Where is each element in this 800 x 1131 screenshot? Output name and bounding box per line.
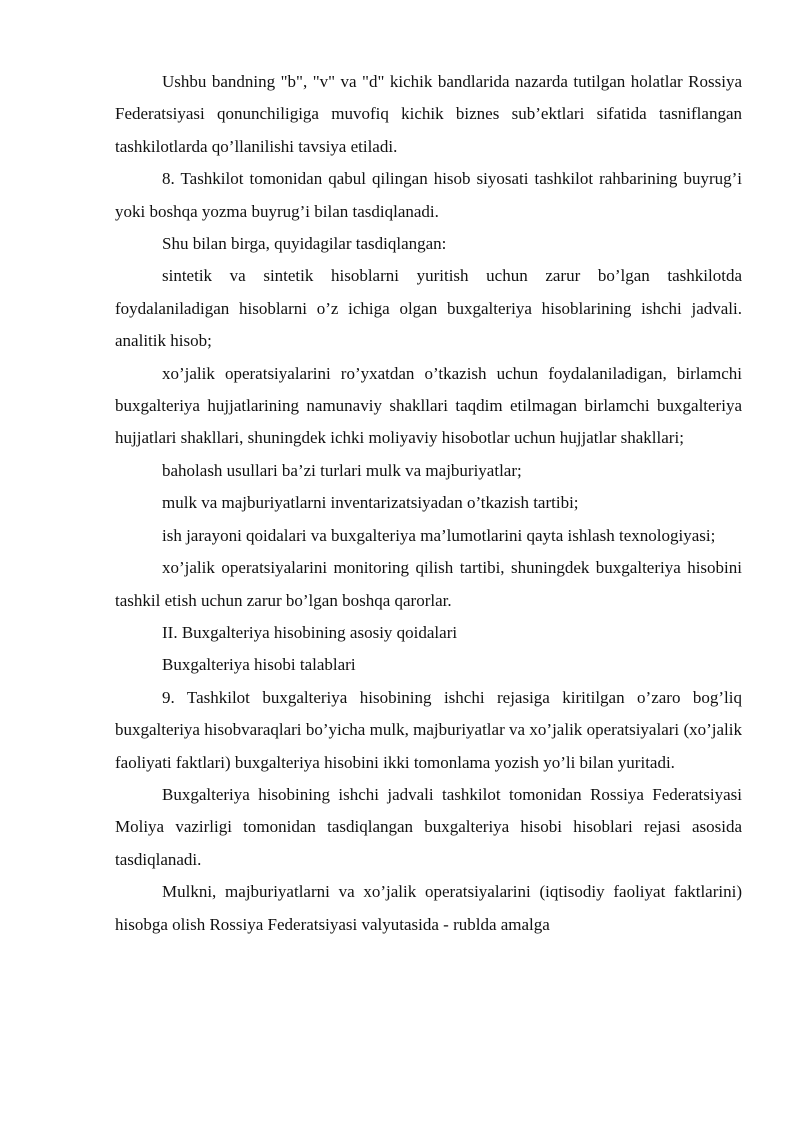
paragraph-valuation-methods: baholash usullari ba’zi turlari mulk va majburiyatlar; xyxy=(162,460,522,480)
paragraph-monitoring-procedure: xo’jalik operatsiyalarini monitoring qilish tartibi, shuningdek buxgalteriya hisobini tashkil etish uchun zarur bo’lgan boshqa qarorlar. xyxy=(115,558,742,610)
paragraph-clause-8: 8. Tashkilot tomonidan qabul qilingan hisob siyosati tashkilot rahbarining buyrug’i yoki boshqa yozma buyrug’i bilan tasdiqlanadi. xyxy=(115,169,742,221)
paragraph-inventory-procedure: mulk va majburiyatlarni inventarizatsiyadan o’tkazish tartibi; xyxy=(162,493,579,513)
section-heading: II. Buxgalteriya hisobining asosiy qoidalari xyxy=(162,622,458,642)
paragraph-small-business-note: Ushbu bandning "b", "v" va "d" kichik bandlarida nazarda tutilgan holatlar Rossiya Federatsiyasi qonunchiligiga muvofiq kichik biznes sub’ektlari sifatida tasniflangan tashkilotlarda qo’llanilishi tavsiya etiladi. xyxy=(115,72,742,156)
paragraph-chart-of-accounts: sintetik va sintetik hisoblarni yuritish uchun zarur bo’lgan tashkilotda foydalaniladigan hisoblarni o’z ichiga olgan buxgalteriya hisoblarining ishchi jadvali. analitik hisob; xyxy=(115,266,742,351)
paragraph-workflow-rules: ish jarayoni qoidalari va buxgalteriya ma’lumotlarini qayta ishlash texnologiyasi; xyxy=(162,525,716,545)
document-page xyxy=(115,66,742,941)
subsection-heading: Buxgalteriya hisobi talablari xyxy=(162,655,356,675)
paragraph-document-forms: xo’jalik operatsiyalarini ro’yxatdan o’tkazish uchun foydalaniladigan, birlamchi buxgalteriya hujjatlarining namunaviy shakllari taqdim etilmagan birlamchi buxgalteriya hujjatlari shakllari, shuningdek ichki moliyaviy hisobotlar uchun hujjatlar shakllari; xyxy=(115,363,742,448)
paragraph-clause-9: 9. Tashkilot buxgalteriya hisobining ishchi rejasiga kiritilgan o’zaro bog’liq buxgalteriya hisobvaraqlari bo’yicha mulk, majburiyatlar va xo’jalik operatsiyalari (xo’jalik faoliyati faktlari) buxgalteriya hisobini ikki tomonlama yozish yo’li bilan yuritadi. xyxy=(115,687,742,772)
paragraph-working-chart: Buxgalteriya hisobining ishchi jadvali tashkilot tomonidan Rossiya Federatsiyasi Moliya vazirligi tomonidan tasdiqlangan buxgalteriya hisobi hisoblari rejasi asosida tasdiqlanadi. xyxy=(115,784,742,869)
paragraph-approved-intro: Shu bilan birga, quyidagilar tasdiqlangan: xyxy=(162,234,447,254)
paragraph-currency-accounting: Mulkni, majburiyatlarni va xo’jalik operatsiyalarini (iqtisodiy faoliyat faktlarini) hisobga olish Rossiya Federatsiyasi valyutasida - rublda amalga xyxy=(115,882,742,934)
